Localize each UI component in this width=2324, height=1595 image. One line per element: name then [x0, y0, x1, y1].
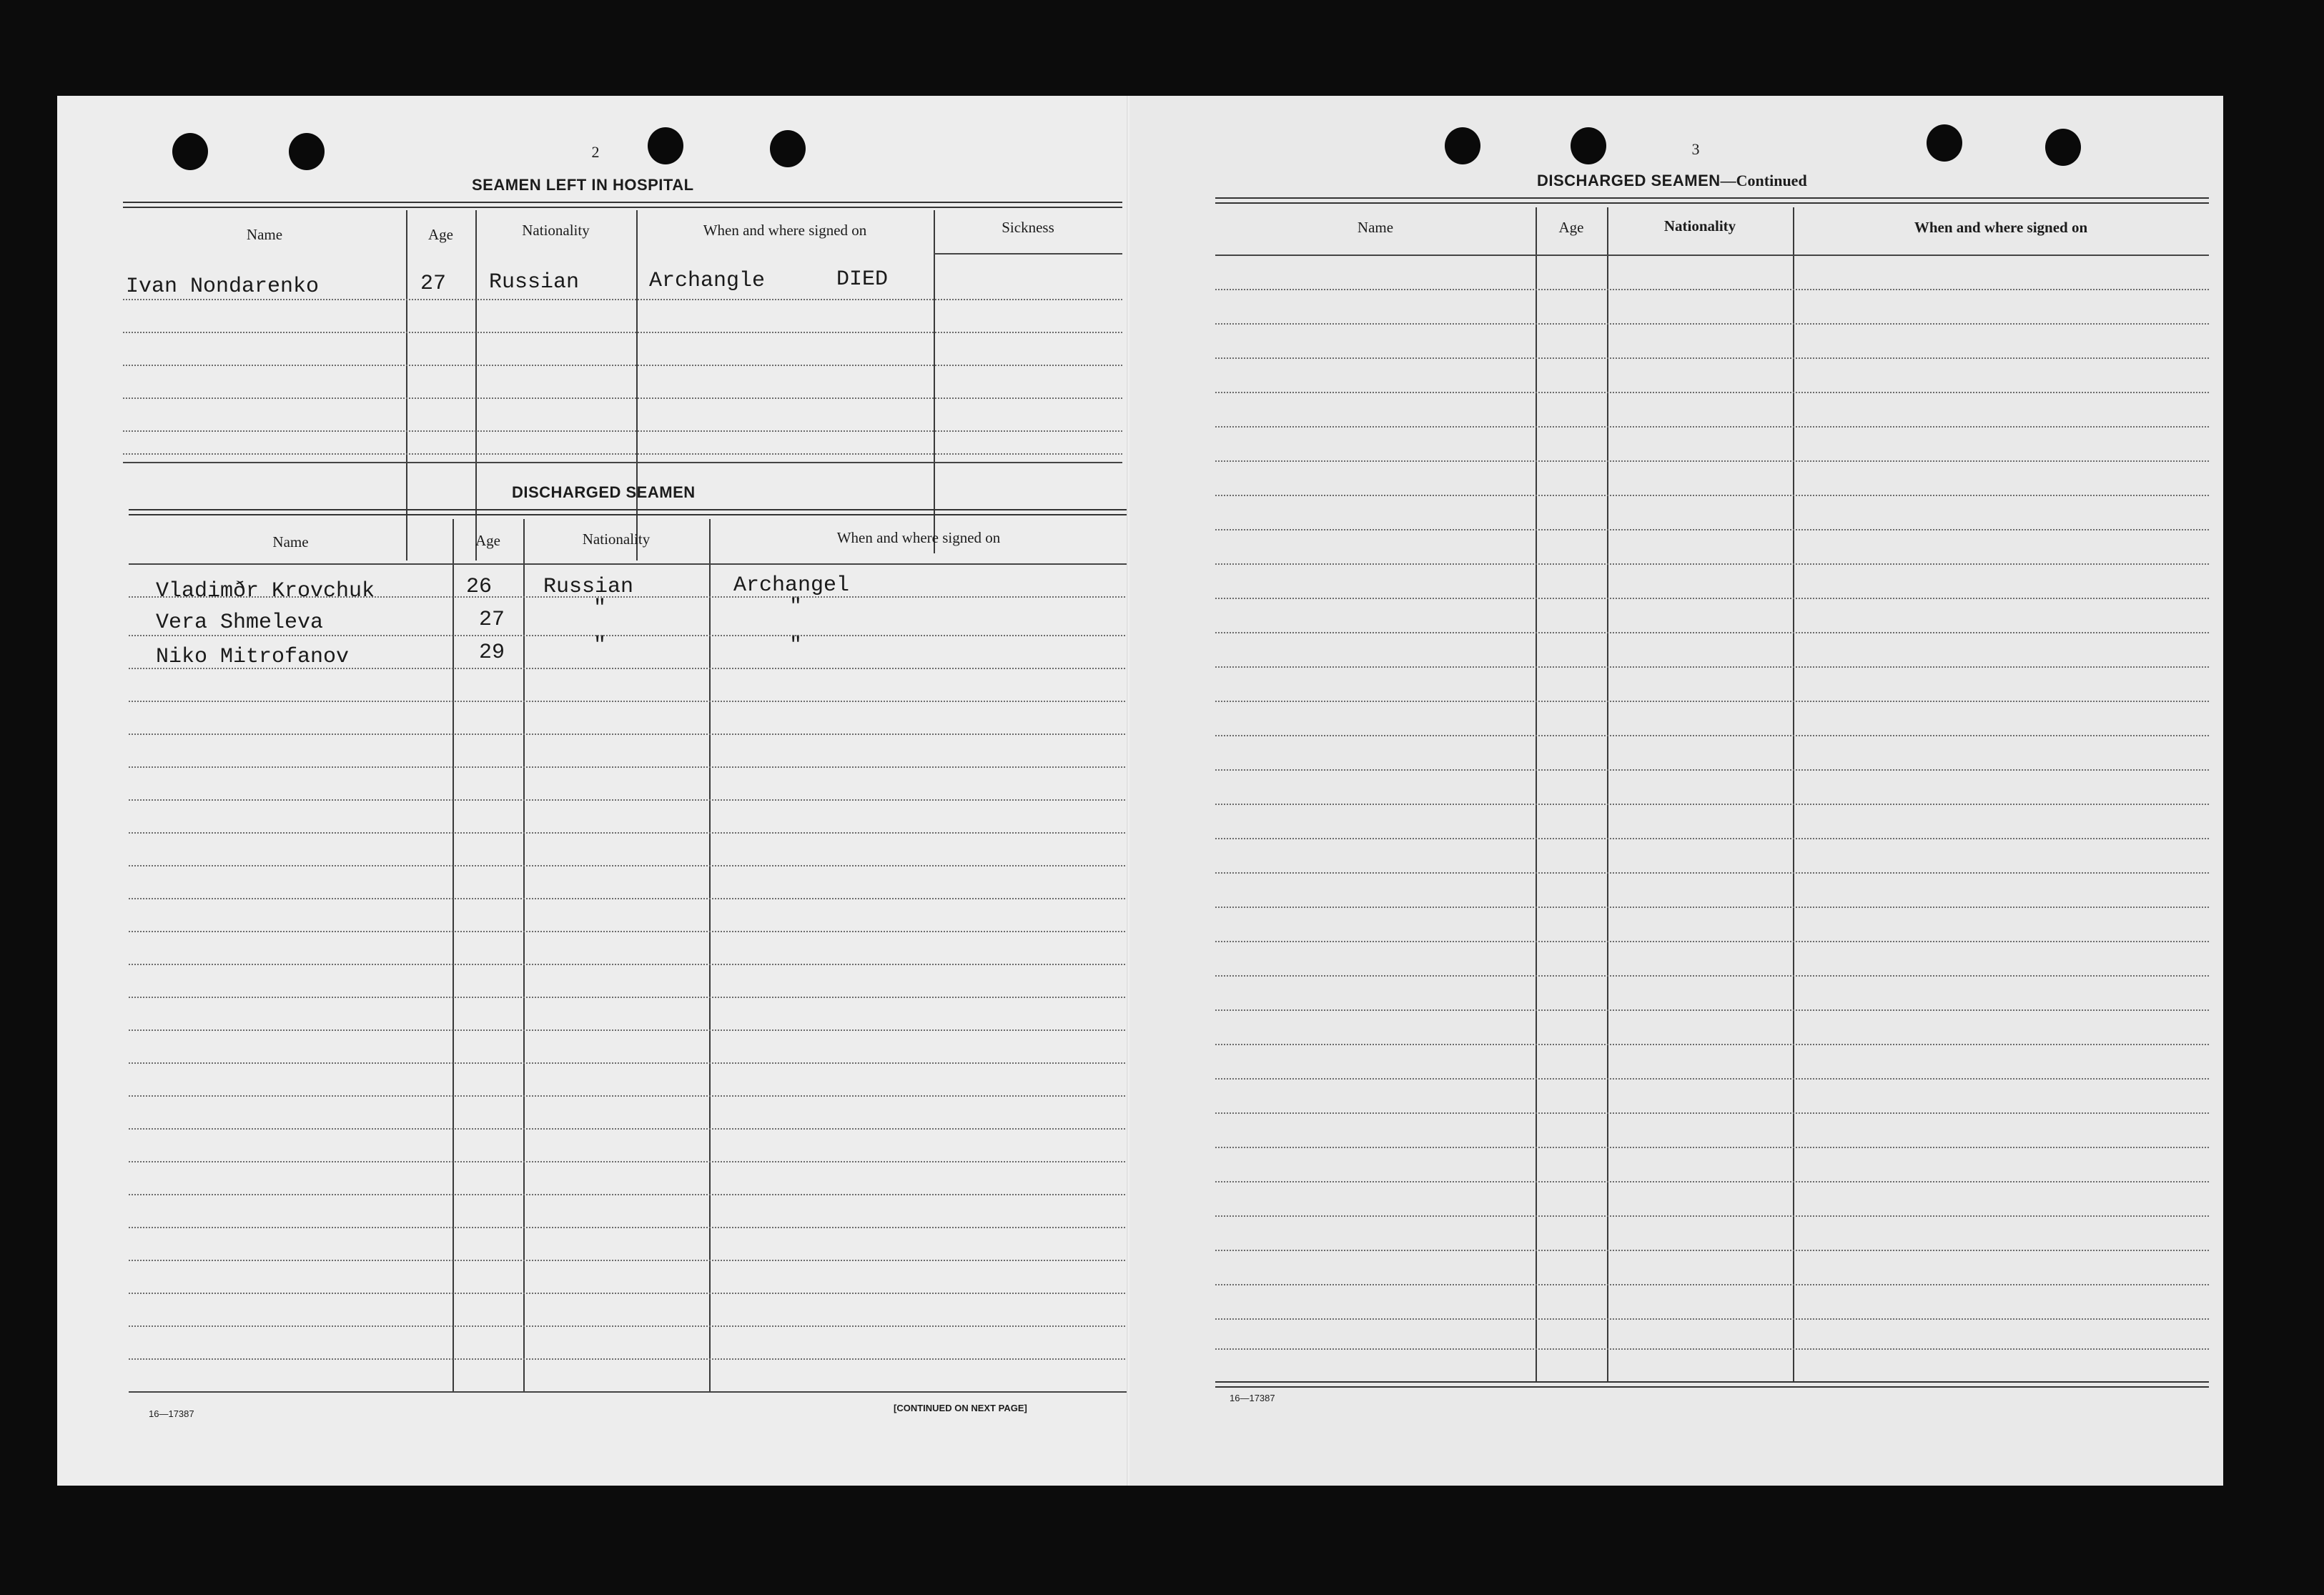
col-divider: [1793, 207, 1794, 1383]
hospital-header-rule: [934, 253, 1122, 255]
right-table-top-rule: [1215, 197, 2209, 204]
row-line: [123, 332, 1122, 333]
row-line: [129, 865, 1128, 866]
row-line: [129, 1293, 1128, 1294]
discharged-row-age: 27: [479, 608, 505, 632]
row-line: [1215, 701, 2209, 702]
hospital-col-sickness-header: Sickness: [1002, 219, 1054, 236]
row-line: [1215, 289, 2209, 290]
row-line: [1215, 941, 2209, 942]
discharged-continued-title-main: DISCHARGED SEAMEN: [1537, 172, 1721, 189]
punch-hole: [1571, 127, 1606, 164]
row-line: [1215, 1078, 2209, 1080]
col-divider: [636, 210, 638, 561]
row-line: [1215, 495, 2209, 496]
hospital-table-top-rule: [123, 202, 1122, 208]
discharged-row-age: 26: [466, 575, 493, 599]
row-line: [129, 1194, 1128, 1195]
row-line: [1215, 735, 2209, 736]
right-col-nationality-header: Nationality: [1663, 217, 1736, 234]
form-number-left: 16—17387: [149, 1408, 194, 1419]
discharged-row-name: Vera Shmeleva: [156, 611, 324, 635]
col-divider: [475, 210, 477, 561]
row-line: [129, 1161, 1128, 1162]
hospital-row-nationality: Russian: [489, 270, 580, 295]
punch-hole: [1927, 124, 1962, 162]
row-line: [1215, 1348, 2209, 1350]
row-line: [1215, 632, 2209, 633]
row-line: [1215, 1181, 2209, 1182]
row-line: [1215, 1044, 2209, 1045]
row-line: [129, 1029, 1128, 1031]
row-line: [1215, 666, 2209, 668]
row-line: [129, 734, 1128, 735]
hospital-col-name-header: Name: [246, 226, 283, 243]
row-line: [123, 299, 1122, 300]
row-line: [129, 1358, 1128, 1360]
row-line: [129, 898, 1128, 899]
row-line: [1215, 426, 2209, 428]
row-line: [123, 365, 1122, 366]
hospital-col-age-header: Age: [428, 226, 453, 243]
continued-note: [CONTINUED ON NEXT PAGE]: [894, 1403, 1027, 1413]
discharged-col-nationality-header: Nationality: [582, 530, 651, 548]
row-line: [1215, 1284, 2209, 1285]
hospital-section-title: SEAMEN LEFT IN HOSPITAL: [472, 176, 694, 194]
discharged-row-age: 29: [479, 641, 505, 665]
punch-hole: [289, 133, 325, 170]
row-line: [129, 766, 1128, 768]
row-line: [1215, 1112, 2209, 1114]
discharged-table-bottom-rule: [129, 1391, 1128, 1393]
right-col-signed-header: When and where signed on: [1914, 219, 2088, 236]
discharged-continued-title-suffix: —Continued: [1720, 172, 1807, 189]
discharged-section-title: DISCHARGED SEAMEN: [512, 483, 696, 501]
row-line: [129, 1260, 1128, 1261]
row-line: [129, 635, 1128, 636]
row-line: [129, 1095, 1128, 1097]
left-page: [57, 96, 1129, 1486]
row-line: [123, 397, 1122, 399]
discharged-col-age-header: Age: [475, 532, 500, 549]
row-line: [1215, 392, 2209, 393]
punch-hole: [648, 127, 683, 164]
row-line: [1215, 460, 2209, 462]
discharged-table-top-rule: [129, 509, 1128, 515]
discharged-header-rule: [129, 563, 1128, 565]
row-line: [129, 1128, 1128, 1130]
row-line: [129, 1325, 1128, 1327]
right-col-name-header: Name: [1357, 219, 1394, 236]
punch-hole: [172, 133, 208, 170]
row-line: [129, 832, 1128, 834]
hospital-col-signed-header: When and where signed on: [703, 222, 867, 239]
row-line: [1215, 598, 2209, 599]
discharged-row-signed-on: ": [789, 595, 803, 619]
row-line: [1215, 1215, 2209, 1217]
page-number-left: 2: [591, 143, 600, 161]
discharged-row-nationality: ": [593, 633, 607, 658]
row-line: [1215, 1250, 2209, 1251]
row-line: [1215, 357, 2209, 359]
col-divider: [406, 210, 407, 561]
right-table-bottom-rule: [1215, 1381, 2209, 1388]
form-number-right: 16—17387: [1230, 1393, 1275, 1403]
punch-hole: [2045, 129, 2081, 166]
row-line: [123, 430, 1122, 432]
col-divider: [1607, 207, 1608, 1383]
col-divider: [1536, 207, 1537, 1383]
discharged-col-signed-header: When and where signed on: [836, 529, 1001, 546]
hospital-row-name: Ivan Nondarenko: [126, 275, 320, 299]
row-line: [129, 596, 1128, 598]
row-line: [129, 964, 1128, 965]
row-line: [129, 931, 1128, 932]
row-line: [1215, 1009, 2209, 1011]
punch-hole: [1445, 127, 1480, 164]
hospital-col-nationality-header: Nationality: [522, 222, 590, 239]
row-line: [1215, 1318, 2209, 1320]
row-line: [129, 668, 1128, 669]
row-line: [129, 701, 1128, 702]
punch-hole: [770, 130, 806, 167]
row-line: [123, 453, 1122, 455]
row-line: [129, 1062, 1128, 1064]
discharged-continued-title: [1537, 172, 1807, 190]
row-line: [129, 1227, 1128, 1228]
row-line: [1215, 323, 2209, 325]
row-line: [129, 997, 1128, 998]
hospital-table-bottom-rule: [123, 462, 1122, 463]
document-paper: [57, 96, 2223, 1486]
discharged-row-name: Niko Mitrofanov: [156, 645, 350, 669]
row-line: [1215, 1147, 2209, 1148]
discharged-row-name: Vladimðr Krovchuk: [156, 579, 375, 603]
hospital-row-age: 27: [420, 272, 447, 296]
right-header-rule: [1215, 255, 2209, 256]
discharged-row-signed-on: Archangel: [733, 573, 850, 598]
col-divider: [934, 210, 935, 553]
hospital-row-signed-on: Archangle: [649, 269, 766, 293]
row-line: [1215, 804, 2209, 805]
discharged-row-signed-on: ": [789, 633, 803, 658]
discharged-row-nationality: ": [593, 596, 607, 621]
right-col-age-header: Age: [1558, 219, 1584, 236]
row-line: [1215, 769, 2209, 771]
row-line: [1215, 838, 2209, 839]
row-line: [1215, 529, 2209, 530]
right-page: [1129, 96, 2223, 1486]
row-line: [1215, 872, 2209, 874]
row-line: [129, 799, 1128, 801]
discharged-col-name-header: Name: [272, 533, 309, 550]
hospital-row-note: DIED: [836, 267, 889, 292]
row-line: [1215, 563, 2209, 565]
row-line: [1215, 975, 2209, 977]
row-line: [1215, 907, 2209, 908]
discharged-row-nationality: Russian: [543, 575, 634, 599]
page-number-right: 3: [1691, 140, 1700, 158]
